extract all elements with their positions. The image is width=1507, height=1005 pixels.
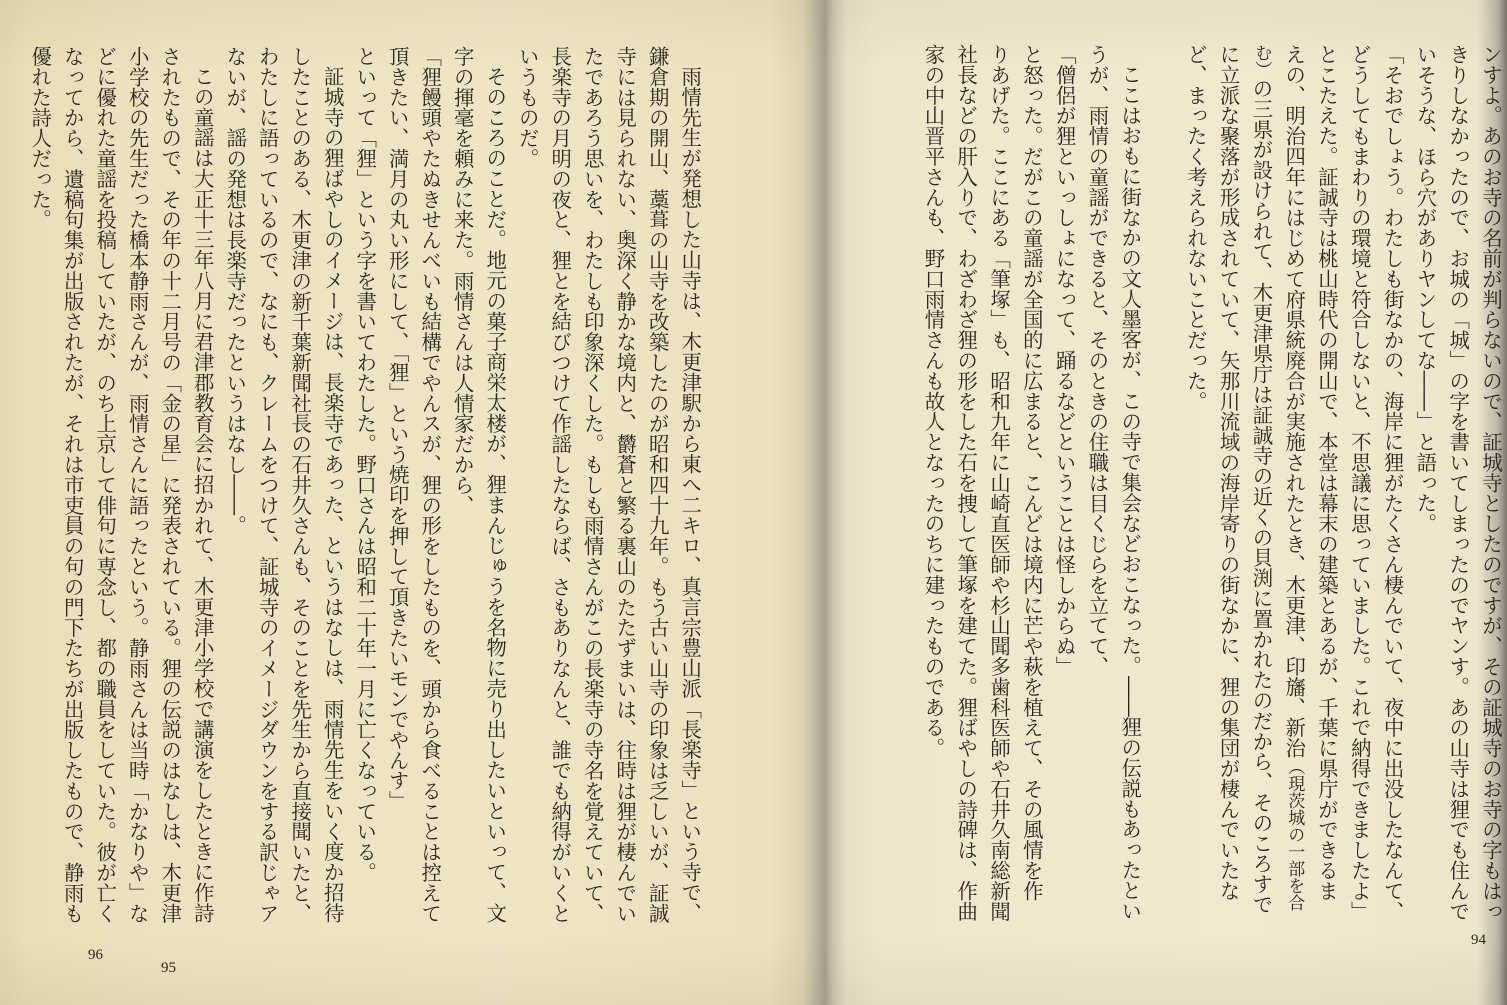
section-break <box>1146 44 1179 949</box>
text-column <box>1277 44 1310 949</box>
text-column: どに優れた童謡を投稿していたが、のち上京して俳句に専念し、都の職員をしていた。彼が亡く <box>93 46 118 924</box>
parenthetical-note: （現茨城の一部を合 <box>1284 758 1305 911</box>
text-column: いそうな、ほら穴がありヤンしてな――」と語った。 <box>1413 44 1438 534</box>
text-column: 証城寺の狸ばやしのイメージは、長楽寺であった、というはなしは、雨情先生をいく度か招待 <box>320 66 345 924</box>
text-column: きりしなかったので、お城の「城」の字を書いてしまったのでヤンす。あの山寺は狸でも住んで <box>1446 44 1471 922</box>
text-column: うが、雨情の童謡ができると、そのときの住職は目くじらを立てて、 <box>1085 44 1110 677</box>
text-column: 長楽寺の月明の夜と、狸とを結びつけて作謡したならば、さもありなんと、誰でも納得がいくと <box>548 46 573 924</box>
text-column: ど、まったく考えられないことだった。 <box>1183 44 1208 412</box>
right-page-text <box>917 44 1507 949</box>
text-column: この童謡は大正十三年八月に君津郡教育会に招かれて、木更津小学校で講演をしたときに作詩 <box>190 66 215 924</box>
text-column: りあげた。ここにある「筆塚」も、昭和九年に山崎直医師や杉山聞多歯科医師や石井久南総新聞 <box>987 44 1012 922</box>
left-page-text <box>24 46 707 951</box>
text-column: いうものだ。 <box>515 46 540 169</box>
text-column: 家の中山晋平さんも、野口雨情さんも故人となったのちに建ったものである。 <box>921 44 946 758</box>
text-column: 鎌倉期の開山、藁葺の山寺を改築したのが昭和四十九年。もう古い山寺の印象は乏しいが、証誠 <box>645 46 670 924</box>
text-column: 字の揮毫を頼みに来た。雨情さんは人情家だから、 <box>450 46 475 516</box>
text-column: されたもので、その年の十二月号の「金の星」に発表されている。狸の伝説のはなしは、木更津 <box>158 46 183 924</box>
parenthetical-note: む） <box>1251 44 1272 78</box>
column-text: の三県が設けられて、木更津県庁は証誠寺の近くの貝渕に置かれたのだから、そのころすで <box>1249 78 1274 915</box>
page-number: 96 <box>88 947 103 963</box>
page-number: 95 <box>161 960 176 976</box>
text-column: 「狸饅頭やたぬきせんべいも結構でやんスが、狸の形をしたものを、頭から食べることは控えて <box>418 46 443 924</box>
text-column <box>1245 44 1278 949</box>
text-column: とこたえた。証誠寺は桃山時代の開山で、本堂は幕末の建築とあるが、千葉に県庁ができるま <box>1315 44 1339 901</box>
text-column: に立派な聚落が形成されていて、矢那川流域の海岸寄りの街なかに、狸の集団が棲んでいたな <box>1216 44 1241 901</box>
text-column: たであろう思いを、わたしも印象深くした。もしも雨情さんがこの長楽寺の寺名を覚えていて、 <box>580 46 605 924</box>
text-column: したことのある、木更津の新千葉新聞社長の石井久さんも、そのことを先生から直接聞いたと、 <box>288 46 313 924</box>
text-column: といって「狸」という字を書いてわたした。野口さんは昭和二十年一月に亡くなっている。 <box>353 46 378 883</box>
text-column: どうしてもまわりの環境と符合しないと、不思議に思っていました。これで納得できましたよ」 <box>1347 44 1372 922</box>
column-text: えの、明治四年にはじめて府県統廃合が実施されたとき、木更津、印旛、新治 <box>1282 44 1307 758</box>
text-column: 寺には見られない、奥深く静かな境内と、欝蒼と繁る裏山のたたずまいは、往時は狸が棲んでい <box>613 46 638 924</box>
text-column: ここはおもに街なかの文人墨客が、この寺で集会などおこなった。――狸の伝説もあったとい <box>1118 64 1143 922</box>
text-column: なってから、遺稿句集が出版されたが、それは市吏員の句の門下たちが出版したもので、静雨も <box>60 46 85 924</box>
text-column: そのころのことだ。地元の菓子商栄太楼が、狸まんじゅうを名物に売り出したいといって、文 <box>483 66 508 924</box>
text-column: 頂きたい、満月の丸い形にして、「狸」という焼印を押して頂きたいモンでやんす」 <box>385 46 410 811</box>
text-column: と怒った。だがこの童謡が全国的に広まると、こんどは境内に芒や萩を植えて、その風情を作 <box>1019 44 1044 901</box>
text-column: 小学校の先生だった橋本静雨さんが、雨情さんに語ったという。静雨さんは当時「かなりや」な <box>125 46 150 924</box>
text-column: 雨情先生が発想した山寺は、木更津駅から東へ二キロ、真言宗豊山派「長楽寺」という寺で、 <box>678 66 703 924</box>
text-column: ンすよ。あのお寺の名前が判らないので、証城寺としたのですが、その証城寺のお寺の字もはっ <box>1478 44 1503 922</box>
text-column: ないが、謡の発想は長楽寺だったというはなし――。 <box>223 46 248 536</box>
text-column: わたしに語っているので、なにも、クレームをつけて、証城寺のイメージダウンをする訳じゃア <box>255 46 280 924</box>
text-column: 「そおでしょう。わたしも街なかの、海岸に狸がたくさん棲んでいて、夜中に出没したなんて、 <box>1380 44 1405 922</box>
text-column: 「僧侶が狸といっしょになって、踊るなどということは怪しからぬ」 <box>1052 44 1077 677</box>
page-number: 94 <box>1471 932 1486 948</box>
text-column: 優れた詩人だった。 <box>28 46 53 230</box>
text-column: 社長などの肝入りで、わざわざ狸の形をした石を捜して筆塚を建てた。狸ばやしの詩碑は、作曲 <box>954 44 979 922</box>
